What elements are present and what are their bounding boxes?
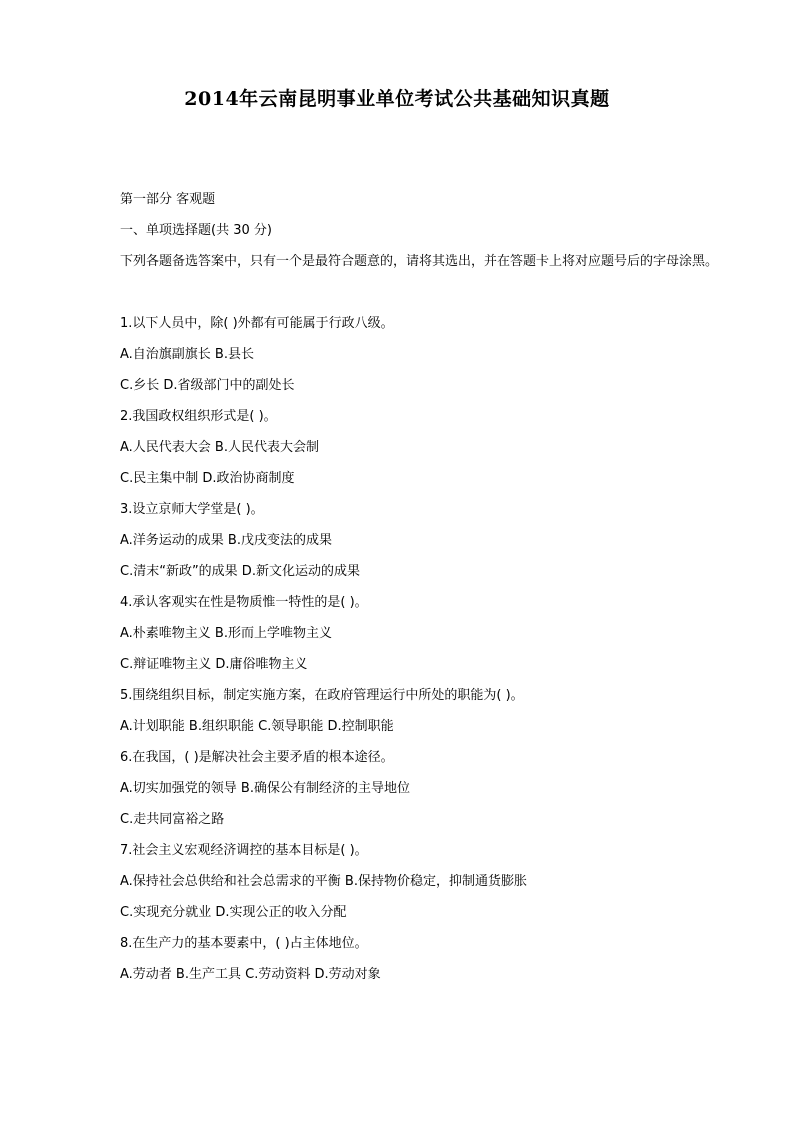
part-heading: 第一部分 客观题 — [120, 192, 216, 207]
question-options: C.乡长 D.省级部门中的副处长 — [120, 378, 295, 393]
question-options: A.劳动者 B.生产工具 C.劳动资料 D.劳动对象 — [120, 967, 381, 982]
question-stem: 6.在我国，( )是解决社会主要矛盾的根本途径。 — [120, 750, 394, 765]
question-options: A.人民代表大会 B.人民代表大会制 — [120, 440, 319, 455]
question-options: A.洋务运动的成果 B.戊戌变法的成果 — [120, 533, 332, 548]
instructions: 下列各题备选答案中，只有一个是最符合题意的，请将其选出，并在答题卡上将对应题号后的字母涂黑。 — [120, 254, 719, 269]
document-body — [120, 184, 780, 990]
question-stem: 7.社会主义宏观经济调控的基本目标是( )。 — [120, 843, 368, 858]
question-options: C.民主集中制 D.政治协商制度 — [120, 471, 295, 486]
question-8 — [120, 928, 780, 990]
question-options: A.计划职能 B.组织职能 C.领导职能 D.控制职能 — [120, 719, 394, 734]
question-4 — [120, 587, 780, 680]
question-stem: 8.在生产力的基本要素中，( )占主体地位。 — [120, 936, 368, 951]
paragraph-spacer — [120, 277, 780, 308]
question-options: A.朴素唯物主义 B.形而上学唯物主义 — [120, 626, 332, 641]
page-title: 2014年云南昆明事业单位考试公共基础知识真题 — [184, 88, 610, 110]
question-options: A.自治旗副旗长 B.县长 — [120, 347, 254, 362]
question-options: A.保持社会总供给和社会总需求的平衡 B.保持物价稳定，抑制通货膨胀 — [120, 874, 527, 889]
question-1 — [120, 308, 780, 401]
question-options: C.实现充分就业 D.实现公正的收入分配 — [120, 905, 347, 920]
section-heading: 一、单项选择题(共 30 分) — [120, 223, 272, 238]
question-options: C.清末“新政”的成果 D.新文化运动的成果 — [120, 564, 360, 579]
question-7 — [120, 835, 780, 928]
question-options: C.走共同富裕之路 — [120, 812, 225, 827]
question-options: C.辩证唯物主义 D.庸俗唯物主义 — [120, 657, 308, 672]
question-stem: 1.以下人员中，除( )外都有可能属于行政八级。 — [120, 316, 394, 331]
question-options: A.切实加强党的领导 B.确保公有制经济的主导地位 — [120, 781, 410, 796]
question-stem: 5.围绕组织目标，制定实施方案，在政府管理运行中所处的职能为( )。 — [120, 688, 524, 703]
question-2 — [120, 401, 780, 494]
question-5 — [120, 680, 780, 742]
question-stem: 4.承认客观实在性是物质惟一特性的是( )。 — [120, 595, 368, 610]
question-3 — [120, 494, 780, 587]
question-stem: 2.我国政权组织形式是( )。 — [120, 409, 277, 424]
question-6 — [120, 742, 780, 835]
question-stem: 3.设立京师大学堂是( )。 — [120, 502, 264, 517]
